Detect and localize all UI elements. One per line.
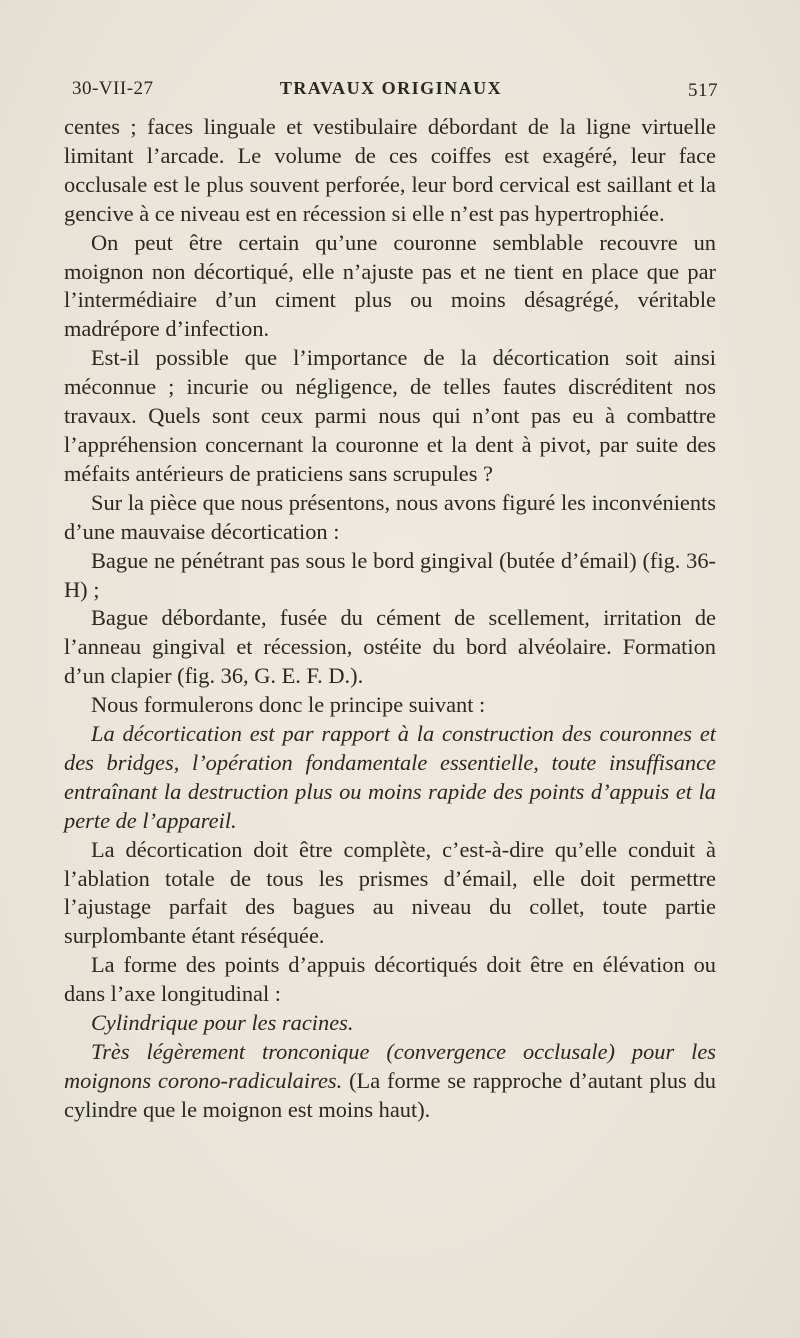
paragraph-12-roman: (La forme se rapproche d’autant plus du cylindre que le moignon est moins haut).	[64, 1067, 717, 1122]
paragraph-10: La forme des points d’appuis décortiqués doit être en élévation ou dans l’axe longitudinal :	[64, 952, 716, 1007]
paragraph-3: Est-il possible que l’importance de la décortication soit ainsi méconnue ; incurie ou négligence, de telles fautes discréditent nos travaux. Quels sont ceux parmi nous qui n’ont pas eu à combattre l’appréhension concernant la couronne et la dent à pivot, par suite des méfaits antérieurs de praticiens sans scrupules ?	[64, 345, 716, 486]
paragraph-9: La décortication doit être complète, c’est-à-dire qu’elle conduit à l’ablation totale de tous les prismes d’émail, elle doit permettre l’ajustage parfait des bagues au niveau du collet, toute partie surplombante étant réséquée.	[64, 836, 716, 949]
paragraph-1: centes ; faces linguale et vestibulaire débordant de la ligne virtuelle limitant l’arcade. Le volume de ces coiffes est exagéré, leur face occlusale est le plus souvent perforée, leur bord cervical est saillant et la gencive à ce niveau est en récession si elle n’est pas hypertrophiée.	[64, 114, 716, 226]
paragraph-2: On peut être certain qu’une couronne semblable recouvre un moignon non décortiqué, elle n’ajuste pas et ne tient en place que par l’intermédiaire d’un ciment plus ou moins désagrégé, véritable madrépore d’infection.	[64, 229, 716, 342]
body-text	[64, 113, 716, 1125]
paragraph-4: Sur la pièce que nous présentons, nous avons figuré les inconvénients d’une mauvaise décortication :	[64, 489, 716, 544]
paragraph-5: Bague ne pénétrant pas sous le bord gingival (butée d’émail) (fig. 36-H) ;	[64, 547, 716, 602]
paragraph-6: Bague débordante, fusée du cément de scellement, irritation de l’anneau gingival et récession, ostéite du bord alvéolaire. Formation d’un clapier (fig. 36, G. E. F. D.).	[64, 605, 716, 689]
header-date: 30-VII-27	[72, 78, 154, 99]
paragraph-12	[64, 1038, 716, 1125]
page-number: 517	[688, 80, 718, 101]
running-header	[64, 74, 718, 104]
paragraph-7: Nous formulerons donc le principe suivant :	[91, 692, 486, 718]
principle-statement: La décortication est par rapport à la construction des couronnes et des bridges, l’opération fondamentale essentielle, toute insuffisance entraînant la destruction plus ou moins rapide des points d’appuis et la perte de l’appareil.	[64, 721, 716, 833]
paragraph-12-italic: Très légèrement tronconique (convergence occlusale) pour les moignons corono-radiculaires.	[64, 1039, 716, 1093]
paragraph-11: Cylindrique pour les racines.	[91, 1010, 354, 1036]
header-section-title: TRAVAUX ORIGINAUX	[279, 78, 503, 98]
